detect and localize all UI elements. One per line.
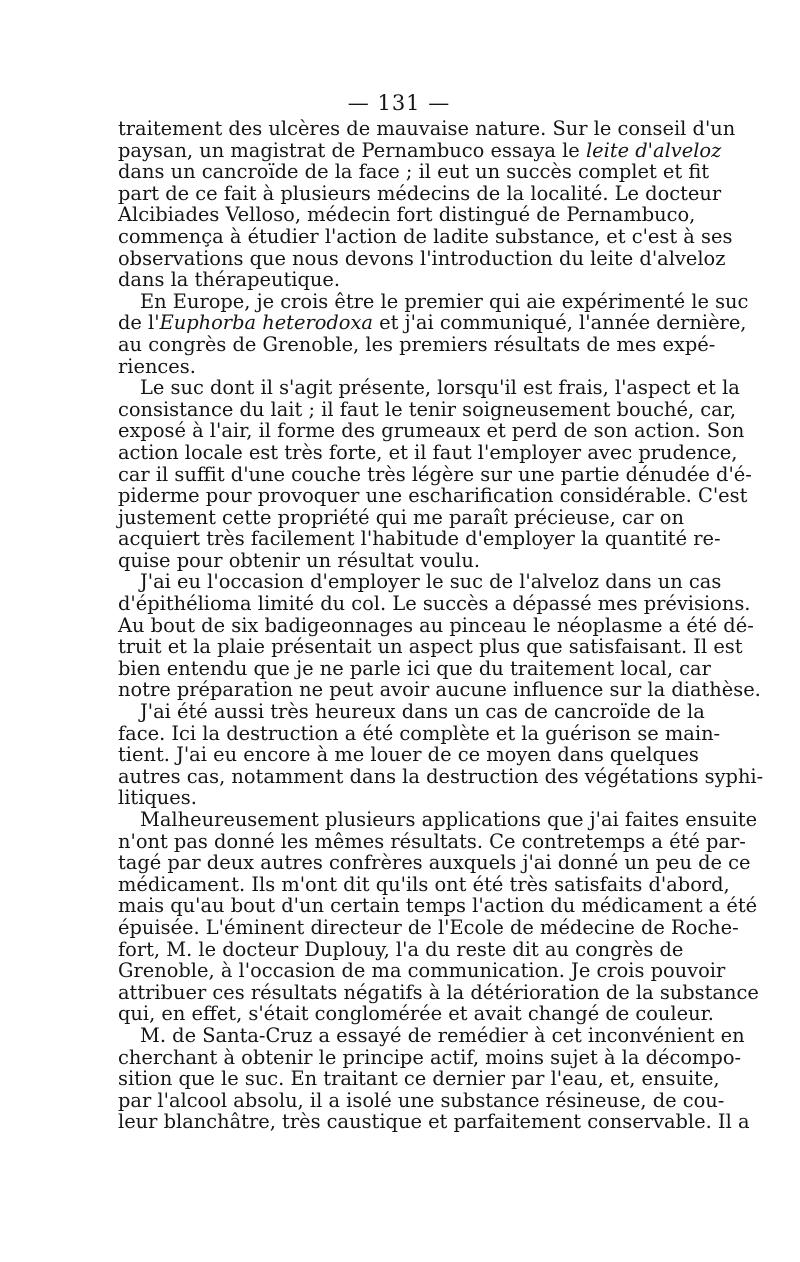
text-line: leur blanchâtre, très caustique et parfaitement conservable. Il a: [118, 1110, 750, 1134]
text-line: Le suc dont il s'agit présente, lorsqu'il est frais, l'aspect et la: [140, 376, 740, 400]
text-line: tient. J'ai eu encore à me louer de ce moyen dans quelques: [118, 743, 699, 767]
text-line: truit et la plaie présentait un aspect plus que satisfaisant. Il est: [118, 635, 743, 659]
text-line: d'épithélioma limité du col. Le succès a dépassé mes prévisions.: [118, 592, 751, 616]
text-line: n'ont pas donné les mêmes résultats. Ce contretemps a été par-: [118, 829, 746, 853]
text-line: cherchant à obtenir le principe actif, moins sujet à la décompo-: [118, 1045, 742, 1069]
text-line: médicament. Ils m'ont dit qu'ils ont été très satisfaits d'abord,: [118, 872, 730, 896]
text-line: épuisée. L'éminent directeur de l'Ecole de médecine de Roche-: [118, 915, 739, 939]
text-line: observations que nous devons l'introduction du leite d'alveloz: [118, 246, 726, 270]
text-line: sition que le suc. En traitant ce dernier par l'eau, et, ensuite,: [118, 1067, 720, 1091]
text-line: fort, M. le docteur Duplouy, l'a du reste dit au congrès de: [118, 937, 684, 961]
text-line: part de ce fait à plusieurs médecins de la localité. Le docteur: [118, 181, 722, 205]
text-line: paysan, un magistrat de Pernambuco essaya le leite d'alveloz: [118, 138, 722, 162]
text-line: commença à étudier l'action de ladite substance, et c'est à ses: [118, 224, 733, 248]
text-line: En Europe, je crois être le premier qui aie expérimenté le suc: [140, 289, 749, 313]
paragraph: [118, 117, 736, 292]
text-line: acquiert très facilement l'habitude d'employer la quantité re-: [118, 527, 721, 551]
text-line: tagé par deux autres confrères auxquels j'ai donné un peu de ce: [118, 851, 751, 875]
paragraph: [118, 570, 761, 702]
page-body-text: [118, 117, 764, 1134]
page-number: — 131 —: [347, 91, 451, 115]
book-page: [118, 88, 764, 1134]
text-line: exposé à l'air, il forme des grumeaux et perd de son action. Son: [118, 419, 745, 443]
paragraph: [118, 808, 759, 1026]
text-line: notre préparation ne peut avoir aucune influence sur la diathèse.: [118, 678, 761, 702]
text-line: de l'Euphorba heterodoxa et j'ai communiqué, l'année dernière,: [118, 311, 747, 335]
text-line: quise pour obtenir un résultat voulu.: [118, 548, 480, 572]
text-line: dans un cancroïde de la face ; il eut un succès complet et fit: [118, 160, 710, 184]
text-line: J'ai été aussi très heureux dans un cas de cancroïde de la: [140, 700, 705, 724]
text-line: autres cas, notamment dans la destruction des végétations syphi-: [118, 764, 764, 788]
paragraph: [118, 1023, 750, 1134]
text-line: au congrès de Grenoble, les premiers résultats de mes expé-: [118, 332, 716, 356]
text-line: action locale est très forte, et il faut l'employer avec prudence,: [118, 440, 738, 464]
text-line: Malheureusement plusieurs applications que j'ai faites ensuite: [140, 808, 758, 831]
text-line: par l'alcool absolu, il a isolé une substance résineuse, de cou-: [118, 1088, 725, 1112]
text-line: litiques.: [118, 786, 197, 810]
text-line: Alcibiades Velloso, médecin fort distingué de Pernambuco,: [118, 203, 696, 227]
paragraph: [118, 376, 752, 572]
text-line: attribuer ces résultats négatifs à la détérioration de la substance: [118, 980, 759, 1004]
text-line: J'ai eu l'occasion d'employer le suc de l'alveloz dans un cas: [140, 570, 722, 594]
paragraph: [118, 700, 764, 810]
text-line: M. de Santa-Cruz a essayé de remédier à cet inconvénient en: [140, 1023, 745, 1047]
text-line: dans la thérapeutique.: [118, 268, 340, 292]
text-line: Au bout de six badigeonnages au pinceau le néoplasme a été dé-: [118, 613, 754, 637]
text-line: face. Ici la destruction a été complète et la guérison se main-: [118, 721, 721, 745]
text-line: traitement des ulcères de mauvaise nature. Sur le conseil d'un: [118, 117, 736, 140]
text-line: riences.: [118, 354, 196, 378]
text-line: Grenoble, à l'occasion de ma communication. Je crois pouvoir: [118, 959, 726, 983]
text-line: car il suffit d'une couche très légère sur une partie dénudée d'é-: [118, 462, 752, 486]
text-line: consistance du lait ; il faut le tenir soigneusement bouché, car,: [118, 397, 736, 421]
text-line: bien entendu que je ne parle ici que du traitement local, car: [118, 656, 711, 680]
text-line: justement cette propriété qui me paraît précieuse, car on: [118, 505, 684, 529]
text-line: mais qu'au bout d'un certain temps l'action du médicament a été: [118, 894, 758, 918]
text-line: qui, en effet, s'était conglomérée et avait changé de couleur.: [118, 1002, 714, 1026]
text-line: piderme pour provoquer une escharification considérable. C'est: [118, 484, 748, 508]
paragraph: [118, 289, 749, 378]
